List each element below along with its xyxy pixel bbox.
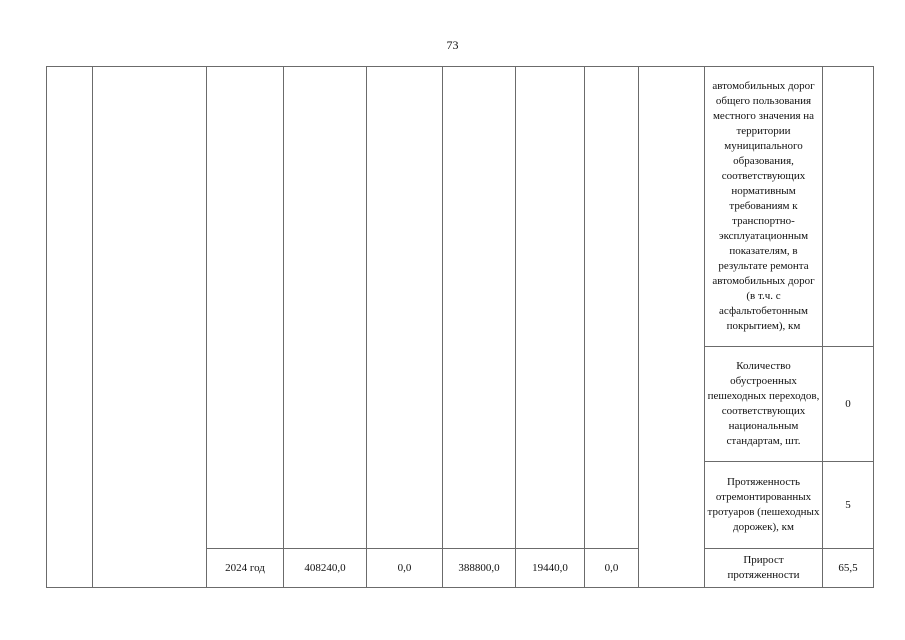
row-federal: 0,0	[367, 549, 443, 588]
cell-total-upper	[284, 67, 367, 549]
indicator-name: Количество обустроенных пешеходных переходов, соответствующих национальным стандартам, шт.	[705, 347, 823, 462]
row-year: 2024 год	[207, 549, 284, 588]
indicator-value	[823, 67, 874, 347]
page-number: 73	[446, 38, 459, 52]
row-local: 19440,0	[516, 549, 585, 588]
cell-federal-upper	[367, 67, 443, 549]
row-regional: 388800,0	[443, 549, 516, 588]
program-table	[46, 66, 874, 588]
indicator-name: Прирост протяженности	[705, 549, 823, 588]
indicator-value: 0	[823, 347, 874, 462]
indicator-name: автомобильных дорог общего пользования местного значения на территории муниципального образования, соответствующих нормативным требованиям к транспортно-эксплуатационным показателям, в результате ремонта автомобильных дорог (в т.ч. с асфальтобетонным покрытием), км	[705, 67, 823, 347]
indicator-value: 5	[823, 462, 874, 549]
row-other: 0,0	[585, 549, 639, 588]
row-total: 408240,0	[284, 549, 367, 588]
cell-number	[47, 67, 93, 588]
indicator-name: Протяженность отремонтированных тротуаров (пешеходных дорожек), км	[705, 462, 823, 549]
cell-task-name	[93, 67, 207, 588]
cell-executor	[639, 67, 705, 588]
cell-other-upper	[585, 67, 639, 549]
cell-period-upper	[207, 67, 284, 549]
cell-regional-upper	[443, 67, 516, 549]
cell-local-upper	[516, 67, 585, 549]
indicator-value: 65,5	[823, 549, 874, 588]
